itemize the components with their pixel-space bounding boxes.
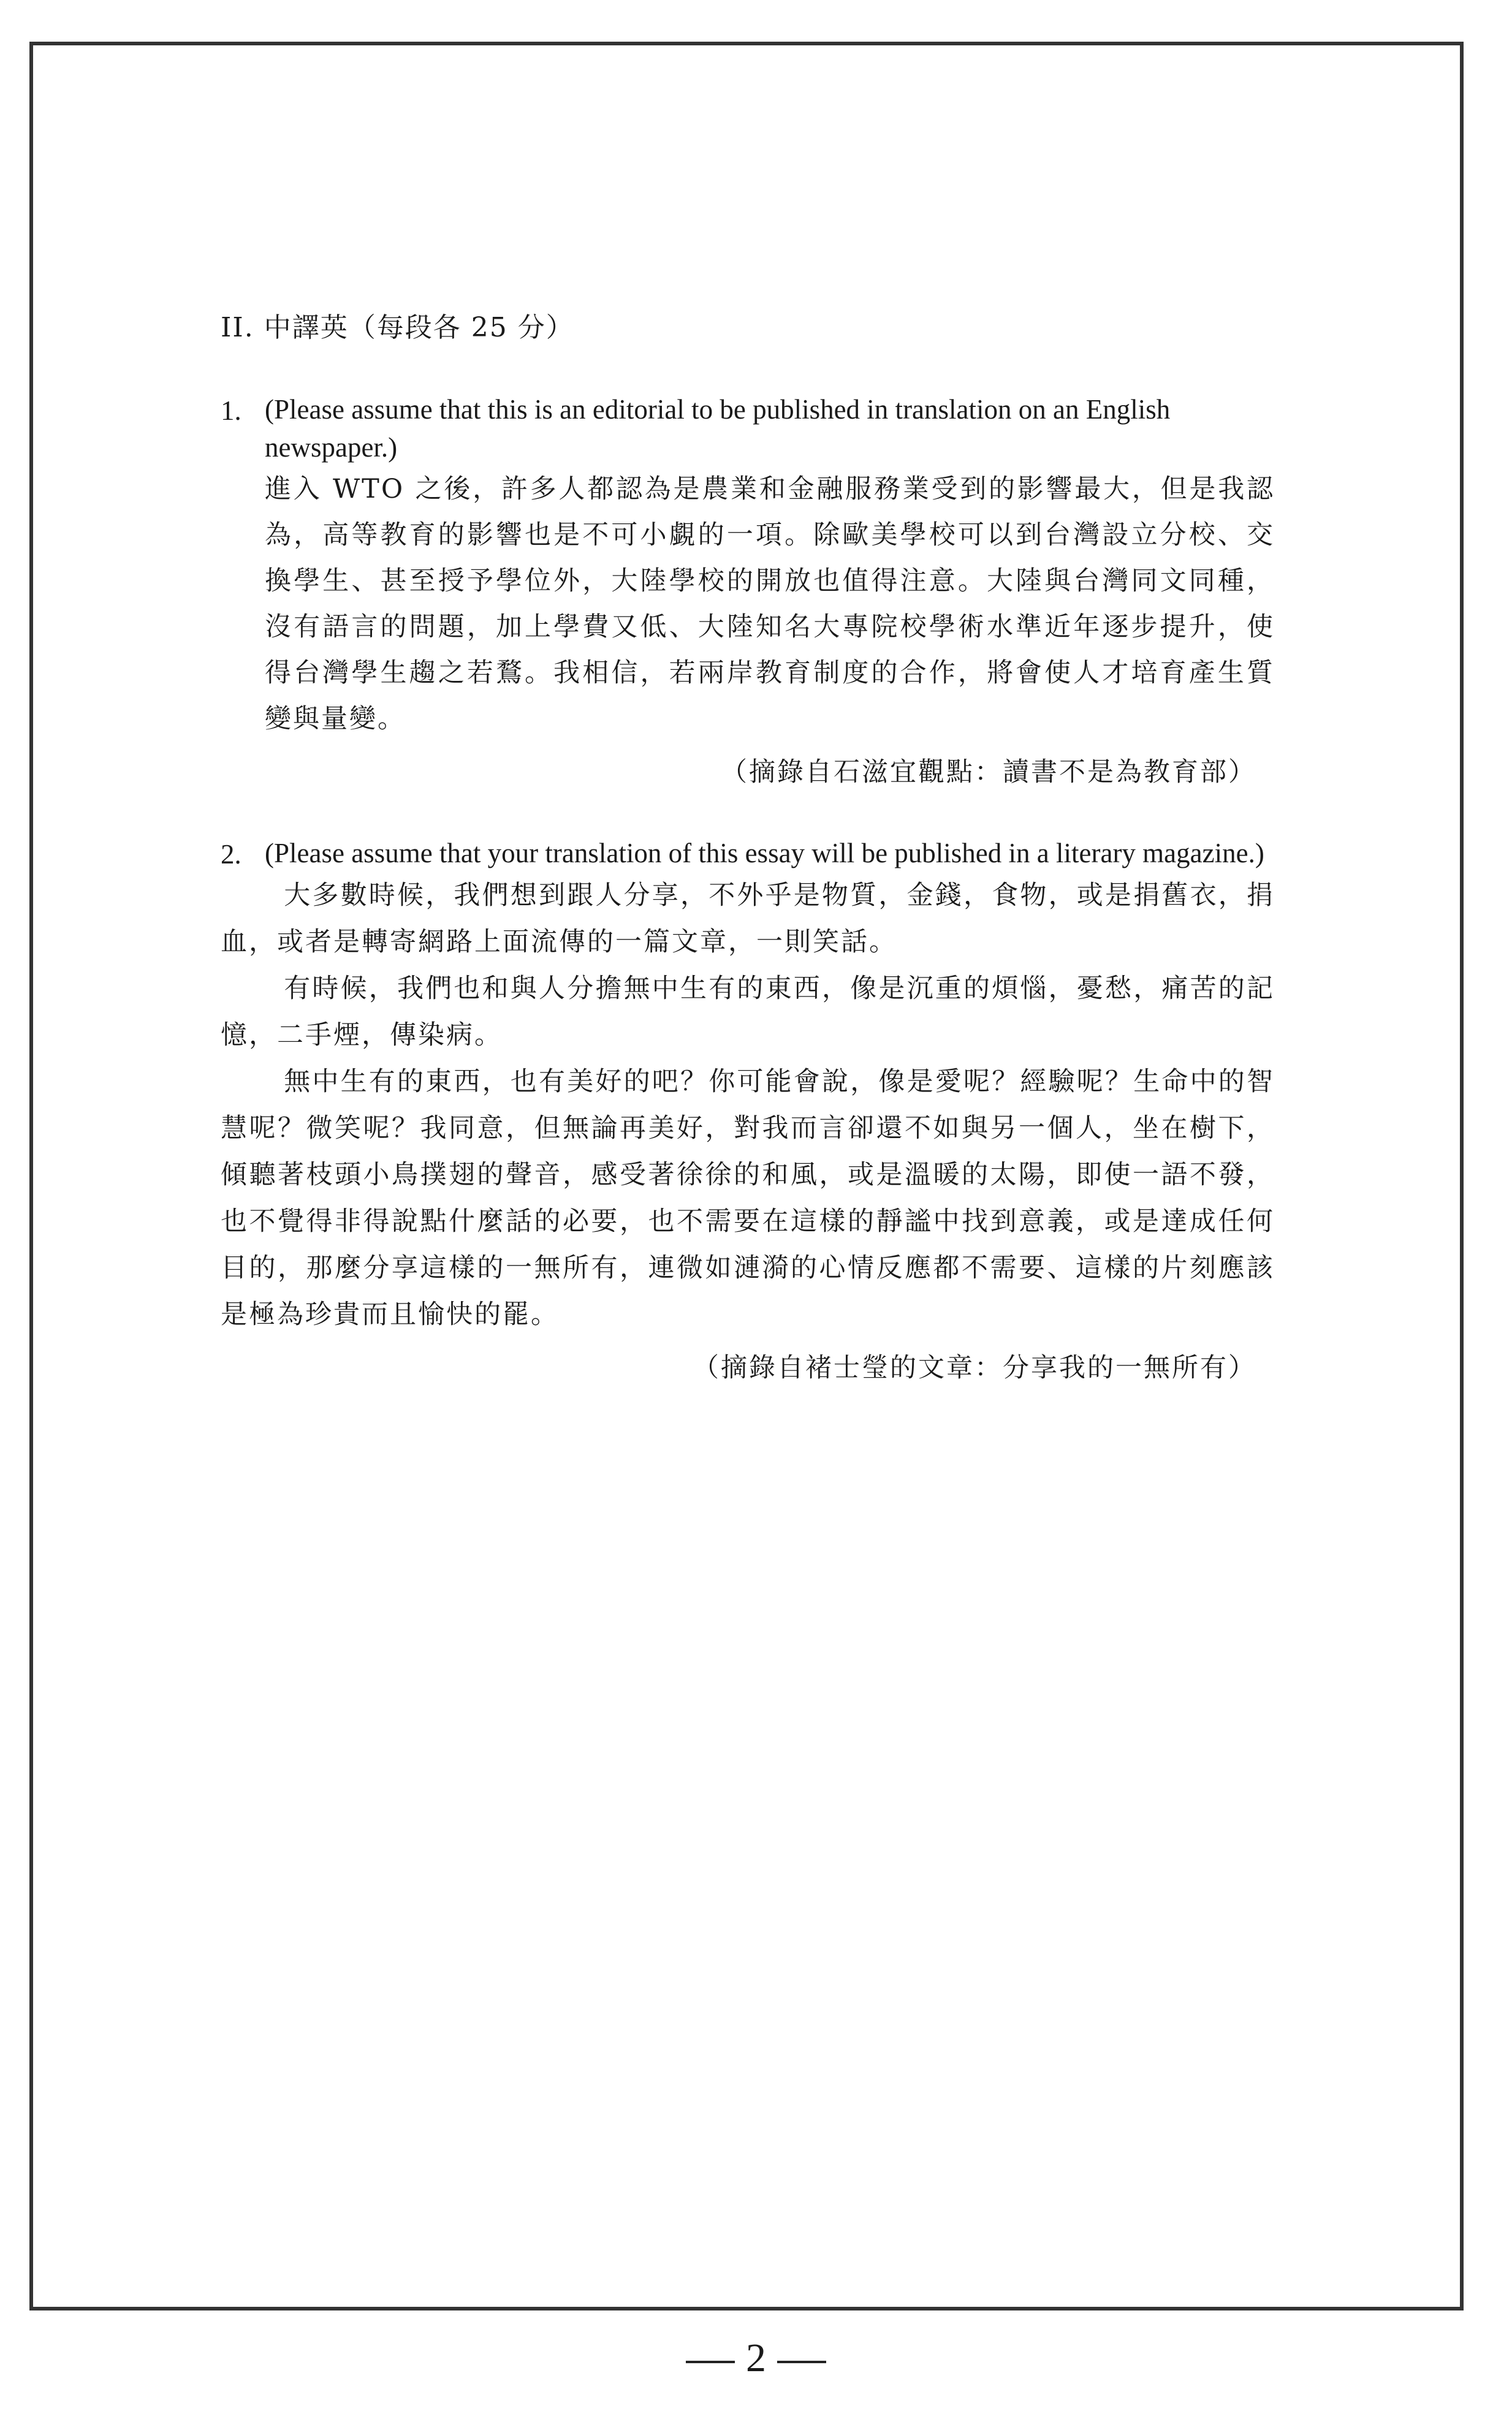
passage-source: （摘錄自石滋宜觀點：讀書不是為教育部） — [721, 757, 1256, 788]
question-number: 1. — [221, 395, 241, 426]
question-2 — [221, 834, 1275, 1389]
passage-paragraph: 無中生有的東西，也有美好的吧？你可能會說，像是愛呢？經驗呢？生命中的智慧呢？微笑呢？我同意，但無論再美好，對我而言卻還不如與另一個人，坐在樹下，傾聽著枝頭小鳥撲翅的聲音，感受著徐徐的和風，或是溫暖的太陽，即使一語不發，也不覺得非得說點什麼話的必要，也不需要在這樣的靜謐中找到意義，或是達成任何目的，那麼分享這樣的一無所有，連微如漣漪的心情反應都不需要、這樣的片刻應該是極為珍貴而且愉快的罷。 — [221, 1066, 1275, 1330]
source-passage: 進入 WTO 之後，許多人都認為是農業和金融服務業受到的影響最大，但是我認為，高等教育的影響也是不可小覷的一項。除歐美學校可以到台灣設立分校、交換學生、甚至授予學位外，大陸學校的開放也值得注意。大陸與台灣同文同種，沒有語言的問題，加上學費又低、大陸知名大專院校學術水準近年逐步提升，使得台灣學生趨之若鶩。我相信，若兩岸教育制度的合作，將會使人才培育產生質變與量變。 — [265, 474, 1275, 734]
page-number-dash — [777, 2361, 826, 2363]
page-number — [0, 2334, 1512, 2383]
exam-content — [221, 309, 1275, 1430]
question-number: 2. — [221, 839, 241, 870]
question-instruction: (Please assume that your translation of this essay will be published in a literary magazine.) — [265, 838, 1264, 868]
section-heading: II. 中譯英（每段各 25 分） — [221, 312, 574, 343]
passage-paragraph: 有時候，我們也和與人分擔無中生有的東西，像是沉重的煩惱，憂愁，痛苦的記憶，二手煙，傳染病。 — [221, 973, 1275, 1050]
question-1 — [221, 390, 1275, 794]
passage-paragraph: 大多數時候，我們想到跟人分享，不外乎是物質，金錢，食物，或是捐舊衣，捐血，或者是轉寄網路上面流傳的一篇文章，一則笑話。 — [221, 880, 1275, 957]
source-passage — [221, 872, 1275, 1338]
page-number-dash — [686, 2361, 735, 2363]
passage-source: （摘錄自褚士瑩的文章：分享我的一無所有） — [693, 1353, 1256, 1383]
page-number-value: 2 — [746, 2336, 766, 2380]
question-instruction: (Please assume that this is an editorial to be published in translation on an English newspaper.) — [265, 394, 1171, 463]
